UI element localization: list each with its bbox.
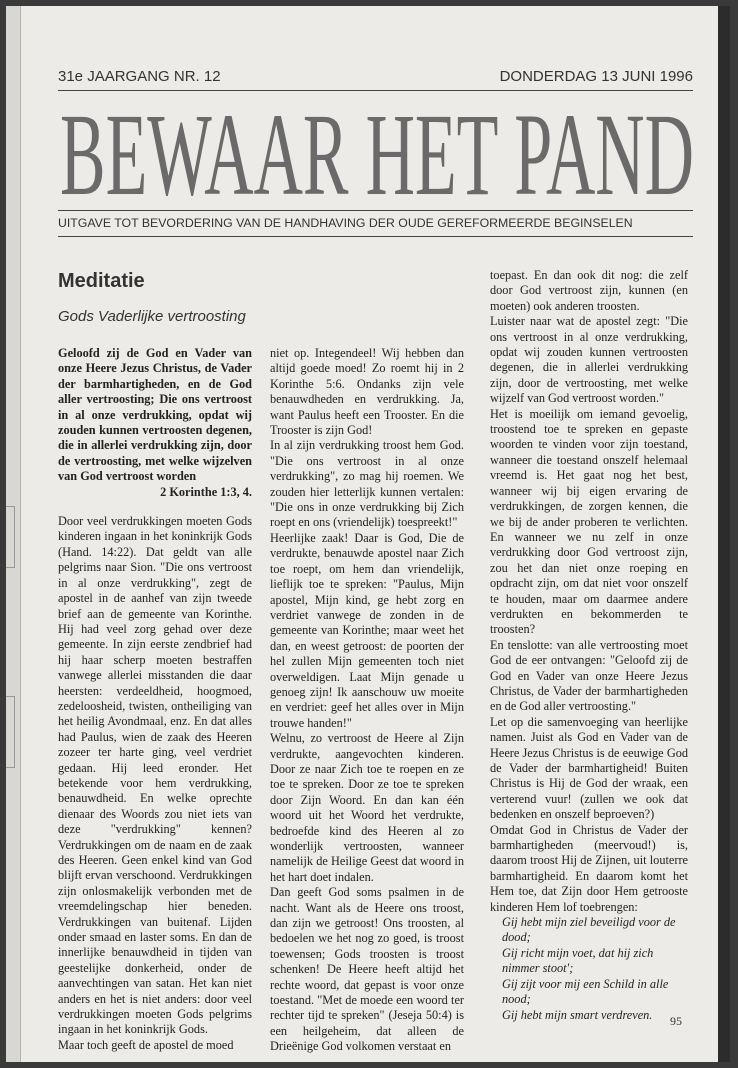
poem-line: Gij richt mijn voet, dat hij zich nimmer stoot'; bbox=[502, 945, 654, 976]
paragraph: In al zijn verdrukking troost hem God. "Die ons vertroost in al onze verdrukking", zo mag hij roemen. We zouden hier letterlijk kunnen vertalen: "Die ons in onze verdrukking bij Zich roept en ons (vriendelijk) toespreekt!" bbox=[270, 438, 464, 530]
poem-line: Gij hebt mijn ziel beveiligd voor de dood; bbox=[502, 915, 676, 945]
paragraph: Heerlijke zaak! Daar is God, Die de verdrukte, benauwde apostel naar Zich toe roept, om hem dan vriendelijk, lieflijk toe te spreken: "Paulus, Mijn apostel, Mijn kind, ge hebt zorg en verdriet vanwege de zonden in de gemeente van Korinthe; maar weet het dan, en weest getroost: de poorten der hel zullen Mijn gemeenten toch niet overweldigen. Laat Mijn genade u genoeg zijn! Ik aanschouw uw moeite en verdriet: geef het alles over in Mijn trouwe handen!" bbox=[270, 530, 464, 730]
section-title: Meditatie bbox=[58, 270, 145, 292]
masthead-title: BEWAAR HET PAND bbox=[60, 94, 694, 204]
paragraph: Omdat God in Christus de Vader der barmhartigheden (meervoud!) is, daarom troost Hij de Zijnen, uit louterre barmhartigheid. En daarom komt het Hem toe, dat Zijn door Hem getrooste kinderen Hem lof toebrengen: bbox=[490, 822, 688, 914]
paragraph: Let op die samenvoeging van heerlijke namen. Juist als God en Vader van de Heere Jezus Christus is de eeuwige God de Vader der barmhartigheid! Buiten Christus is Hij de God der wraak, een verterend vuur! (zullen we ook dat bedenken en onszelf beproeven?) bbox=[490, 714, 688, 822]
paragraph: Dan geeft God soms psalmen in de nacht. Want als de Heere ons troost, dan zijn we getroost! Ons troosten, al bedoelen we het nog zo goed, is troost toewensen; Gods troosten is troost schenken! De Heere heeft altijd het rechte woord, dat gepast is voor onze toestand. "Met de moede een woord ter rechter tijd te spreken" (Jeseja 50:4) is een heilgeheim, dat alleen de Drieënige God volkomen verstaat en bbox=[270, 885, 464, 1054]
newspaper-page bbox=[6, 6, 730, 1062]
paragraph: Luister naar wat de apostel zegt: "Die ons vertroost in al onze verdrukking, opdat wij zouden kunnen vertroosten degenen, die in allerlei verdrukking zijn, door de vertroosting, met welke wijzelf van God vertroost worden." bbox=[490, 314, 688, 406]
scripture-reference: 2 Korinthe 1:3, 4. bbox=[160, 484, 252, 499]
paragraph: Welnu, zo vertroost de Heere al Zijn verdrukte, aangevochten kinderen. Door ze naar Zich toe te roepen en ze toe te spreken. Door ze toe te spreken door Zijn Woord. En dan kan één woord uit het Woord het verdrukte, bedroefde kind des Heeren al zo wonderlijk vertroosten, wanneer namelijk de Heilige Geest dat woord in het hart doet indalen. bbox=[270, 731, 464, 884]
masthead bbox=[58, 94, 698, 204]
poem-line: Gij zijt voor mij een Schild in alle nood; bbox=[502, 976, 669, 1007]
poem-line: Gij hebt mijn smart verdreven. bbox=[502, 1007, 653, 1022]
paragraph: niet op. Integendeel! Wij hebben dan altijd goede moed! Zo roemt hij in 2 Korinthe 5:6. Ondanks zijn vele benauwdheden en verdrukking. Ja, want Paulus heeft een Trooster. En die Trooster is zijn God! bbox=[270, 346, 464, 438]
paragraph: Het is moeilijk om iemand gevoelig, troostend toe te spreken en gepaste woorden te vinden voor zijn toestand, wanneer die toestand onszelf helemaal vreemd is. Het gaat nog het best, wanneer wij bij eigen ervaring de verdrukkingen, de zorgen kennen, die we bij de ander proberen te verlichten. En wanneer we nu zelf in onze verdrukking door God vertroost zijn, zou het dan niet onze roeping en opdracht zijn, om dat niet voor onszelf te houden, maar om daarmee andere verdrukten en bekommerden te troosten? bbox=[490, 406, 688, 637]
article-subtitle: Gods Vaderlijke vertroosting bbox=[58, 308, 246, 325]
divider bbox=[58, 90, 693, 91]
issue-date: DONDERDAG 13 JUNI 1996 bbox=[499, 68, 693, 85]
issue-line bbox=[58, 68, 693, 85]
issue-number: 31e JAARGANG NR. 12 bbox=[58, 68, 221, 85]
paragraph: En tenslotte: van alle vertroosting moet God de eer ontvangen: "Geloofd zij de God en Vader van onze Heere Jezus Christus, de Vader der barmhartigheden en de God aller vertroosting." bbox=[490, 637, 688, 714]
page-tab bbox=[6, 696, 15, 768]
page-tab bbox=[6, 506, 15, 568]
publication-subtitle: UITGAVE TOT BEVORDERING VAN DE HANDHAVING DER OUDE GEREFORMEERDE BEGINSELEN bbox=[58, 216, 633, 230]
column-3 bbox=[490, 268, 688, 1023]
page-number: 95 bbox=[670, 1014, 682, 1028]
column-1 bbox=[58, 346, 252, 1053]
column-2 bbox=[270, 346, 464, 1055]
right-page-edge bbox=[718, 6, 730, 1062]
paragraph: Door veel verdrukkingen moeten Gods kinderen ingaan in het koninkrijk Gods (Hand. 14:22). Dat geldt van alle pelgrims naar Sion. "Die ons vertroost in al onze verdrukking", zegt de apostel in de aanhef van zijn tweede brief aan de gemeente van Korinthe. Hij had veel zorg gehad over deze gemeente. In zijn eerste zendbrief had hij haar scherp moeten bestraffen vanwege allerlei misstanden die daar heersten: verdeeldheid, hoogmoed, zedeloosheid, twisten, ontheiliging van het heilig Avondmaal, enz. En dat alles had Paulus, wien de zaak des Heeren zozeer ter harte ging, veel verdriet gedaan. Hij leed eronder. Het betekende voor hem verdrukking, benauwdheid. En welke oprechte dienaar des Woords zou niet iets van deze "verdrukking" kennen? Verdrukkingen om de naam en de zaak des Heeren. Geen enkel kind van God blijft ervan verschoond. Verdrukkingen zijn onlosmakelijk verbonden met de vreemdelingschap hier beneden. Verdrukkingen van buitenaf. Lijden onder smaad en laster soms. En dan de innerlijke benauwdheid in tijden van geestelijke donkerheid, onder de aanvechtingen van satan. Het kan niet anders en het is niet anders: door veel verdrukkingen moeten Gods pelgrims ingaan in het koninkrijk Gods. bbox=[58, 514, 252, 1037]
scripture-quote: Geloofd zij de God en Vader van onze Heere Jezus Christus, de Vader der barmhartigheden, en de God aller vertroosting; Die ons vertroost in al onze verdrukking, opdat wij zouden kunnen vertroosten degenen, die in allerlei verdrukking zijn, door de vertroosting, met welke wijzelven van God vertroost worden bbox=[58, 346, 252, 484]
paragraph: Maar toch geeft de apostel de moed bbox=[58, 1037, 234, 1052]
divider bbox=[58, 210, 693, 211]
paragraph: toepast. En dan ook dit nog: die zelf door God vertroost zijn, kunnen (en moeten) ook anderen troosten. bbox=[490, 268, 688, 313]
divider bbox=[58, 236, 693, 237]
